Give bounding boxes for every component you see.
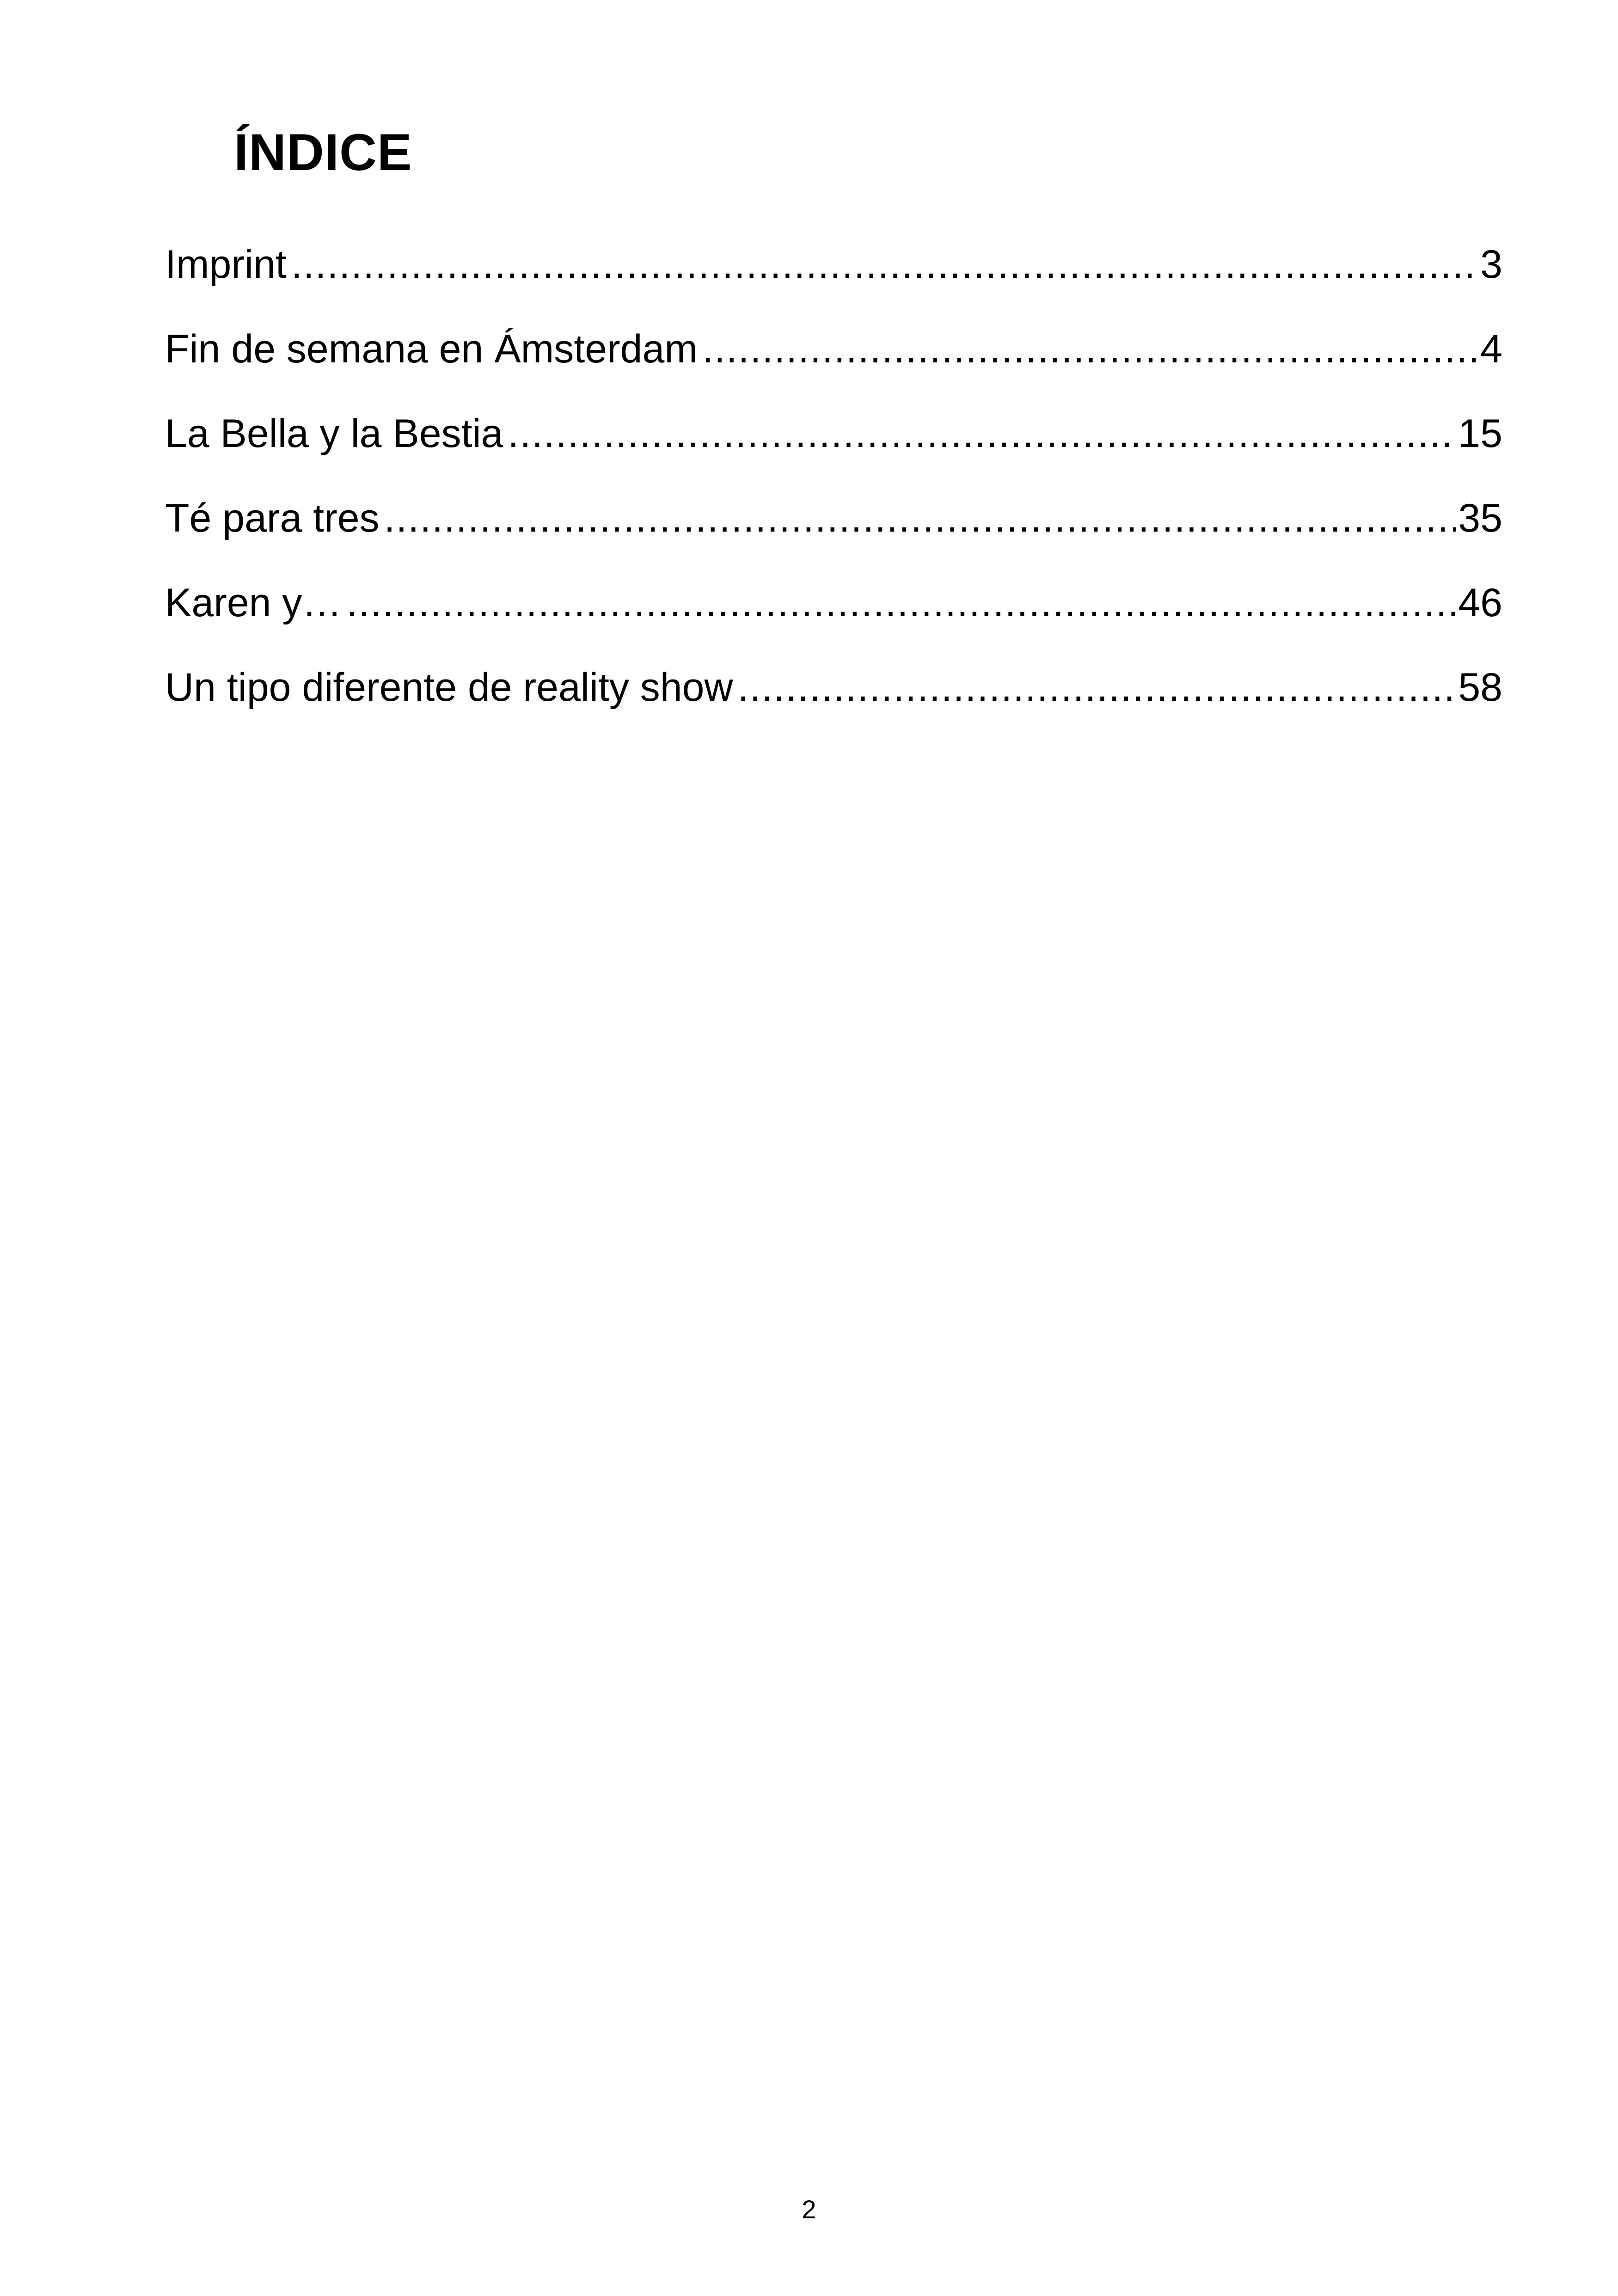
page-title: ÍNDICE: [234, 123, 412, 181]
toc-entry-page: 3: [1480, 242, 1502, 287]
toc-entry-reality-show[interactable]: [165, 660, 1502, 744]
table-of-contents: [165, 237, 1502, 744]
toc-entry-la-bella[interactable]: [165, 406, 1502, 490]
toc-entry-title: Un tipo diferente de reality show: [165, 665, 733, 710]
toc-entry-page: 35: [1458, 496, 1502, 540]
page-number: 2: [802, 2195, 816, 2224]
toc-entry-page: 46: [1458, 581, 1502, 625]
toc-entry-page: 58: [1458, 665, 1502, 710]
toc-entry-title: Karen y…: [165, 581, 342, 625]
toc-entry-title: La Bella y la Bestia: [165, 411, 503, 456]
dot-leader: [738, 660, 1457, 715]
toc-entry-title: Fin de semana en Ámsterdam: [165, 327, 698, 371]
dot-leader: [384, 490, 1457, 546]
toc-entry-karen[interactable]: [165, 575, 1502, 660]
toc-entry-page: 15: [1458, 411, 1502, 456]
dot-leader: [702, 321, 1478, 377]
toc-entry-imprint[interactable]: [165, 237, 1502, 321]
dot-leader: [291, 237, 1478, 292]
toc-entry-title: Imprint: [165, 242, 287, 287]
toc-entry-te-para-tres[interactable]: [165, 490, 1502, 575]
toc-entry-title: Té para tres: [165, 496, 380, 540]
toc-entry-page: 4: [1480, 327, 1502, 371]
dot-leader: [508, 406, 1456, 461]
toc-entry-fin-de-semana[interactable]: [165, 321, 1502, 406]
dot-leader: [346, 575, 1456, 631]
